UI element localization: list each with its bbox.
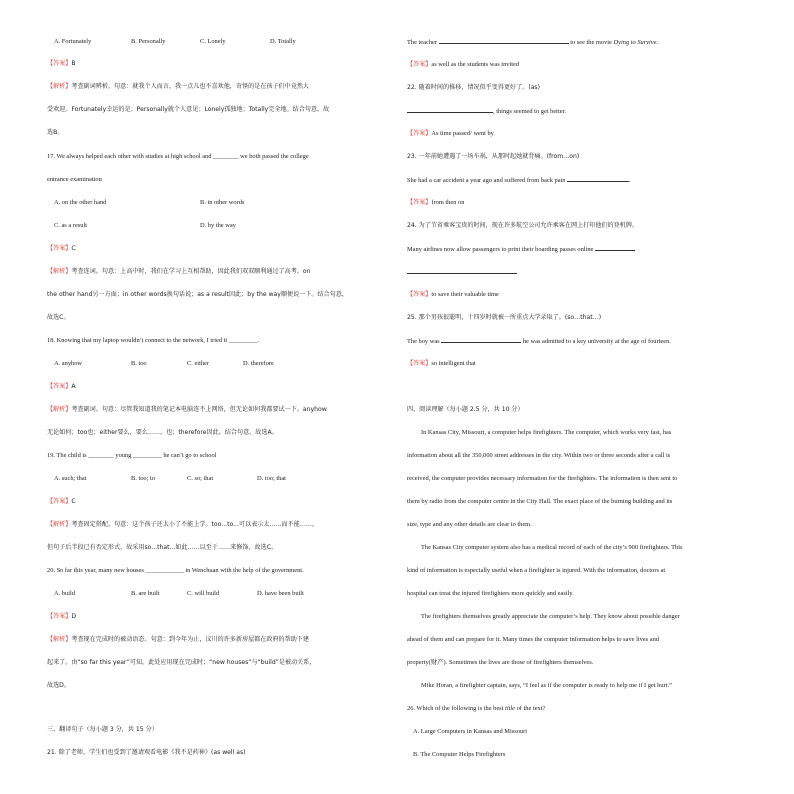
q18-explanation-1: 【解析】考查副词。句意：尽管我知道我的笔记本电脑连不上网络，但无论如何我都要试一下。anyhow — [47, 406, 327, 413]
passage-line-2: information about all the 350,000 street addresses in the city. Within two or three seconds after a call is — [407, 452, 671, 459]
q25-prompt: 25. 那个男孩很聪明，十四岁时就被一所重点大学录取了。(so…that…) — [407, 314, 602, 321]
q18-option-a: A. anyhow — [54, 360, 83, 367]
q16-explanation-3: 选B。 — [47, 129, 64, 136]
q26-stem: 26. Which of the following is the best title of the text? — [407, 705, 546, 712]
q26-option-a: A. Large Computers in Kansas and Missouri — [413, 728, 528, 735]
q20-explanation-1: 【解析】考查现在完成时的被动语态。句意：到今年为止，汶川的许多新房屋都在政府的帮助下建 — [47, 636, 310, 643]
passage-line-6: The Kansas City computer system also has a medical record of each of the city’s 900 firefighters. This — [421, 544, 683, 551]
passage-line-10: ahead of them and can prepare for it. Many times the computer information helps to save lives and — [407, 636, 659, 643]
q17-stem-1: 17. We always helped each other with studies at high school and ________ we both passed the college — [47, 153, 309, 160]
q16-explanation-1: 【解析】考查副词辨析。句意：就我个人而言，我一点儿也不喜欢他，奇怪的是在孩子们中竟然大 — [47, 83, 310, 90]
q21-blank — [439, 37, 569, 44]
q16-option-a: A. Fortunately — [54, 38, 92, 45]
q25-answer: 【答案】so intelligent that — [407, 360, 476, 367]
q24-blank-2 — [407, 267, 517, 274]
q16-answer: 【答案】B — [47, 60, 76, 67]
section-3-heading: 三、翻译句子（每小题 3 分，共 15 分） — [47, 726, 158, 733]
q17-stem-2: entrance examination — [47, 176, 102, 183]
q23-blank — [567, 175, 629, 182]
q20-stem: 20. So far this year, many new houses ____________ in Wenchuan with the help of the government. — [47, 567, 304, 574]
q21-prompt: 21. 除了老师，学生们也受到了邀请观看电影《我不是药神》(as well as) — [47, 749, 246, 756]
q20-option-c: C. will build — [187, 590, 220, 597]
q23-sentence: She had a car accident a year ago and suffered from back pain . — [407, 177, 631, 184]
q16-explanation-2: 受欢迎。Fortunately幸运的是；Personally就个人意见；Lonely孤独地；Totally完全地。结合句意，故 — [47, 106, 330, 113]
q22-sentence: , things seemed to get better. — [407, 106, 566, 116]
q19-option-a: A. such; that — [54, 475, 87, 482]
q22-blank — [407, 106, 493, 113]
q22-prompt: 22. 随着时间的推移，情况似乎变得更好了。(as) — [407, 84, 540, 91]
q25-sentence: The boy was he was admitted to a key university at the age of fourteen. — [407, 338, 671, 345]
q18-option-d: D. therefore — [243, 360, 274, 367]
passage-line-5: size, type and any other details are clear to them. — [407, 521, 532, 528]
passage-line-1: In Kansas City, Missouri, a computer helps firefighters. The computer, which works very fast, has — [421, 429, 672, 436]
q20-answer: 【答案】D — [47, 613, 77, 620]
q25-blank — [441, 336, 521, 343]
q17-option-d: D. by the way — [200, 222, 236, 229]
q18-option-b: B. too — [131, 360, 147, 367]
q17-option-c: C. as a result — [54, 222, 88, 229]
q26-option-b: B. The Computer Helps Firefighters — [413, 751, 506, 758]
q20-option-b: B. are built — [131, 590, 160, 597]
q24-sentence: Many airlines now allow passengers to print their boarding passes online — [407, 244, 635, 254]
q18-explanation-2: 无论如何；too也；either要么，要么……，也；therefore因此。结合句意，故选A。 — [47, 429, 278, 436]
q23-answer: 【答案】from then on — [407, 199, 465, 206]
q19-option-b: B. too; to — [131, 475, 155, 482]
section-4-heading: 四、阅读理解（每小题 2.5 分，共 10 分） — [407, 406, 524, 413]
q16-option-d: D. Totally — [270, 38, 296, 45]
q18-answer: 【答案】A — [47, 383, 76, 390]
passage-line-4: them by radio from the computer centre in the City Hall. The exact place of the burning building and its — [407, 498, 673, 505]
passage-line-7: kind of information is especially useful when a firefighter is injured. With the information, doctors at — [407, 567, 666, 574]
q17-option-a: A. on the other hand — [54, 199, 107, 206]
q24-prompt: 24. 为了节省乘客宝贵的时间，现在许多航空公司允许乘客在网上打印他们的登机牌。 — [407, 222, 639, 229]
passage-line-3: received, the computer provides necessary information for the firefighters. The information is then sent to — [407, 475, 678, 482]
q17-answer: 【答案】C — [47, 245, 76, 252]
passage-line-8: hospital can treat the injured firefighters more quickly and easily. — [407, 590, 574, 597]
q24-blank-1 — [595, 244, 635, 251]
q18-option-c: C. either — [187, 360, 210, 367]
q23-prompt: 23. 一年前她遭遇了一场车祸，从那时起她就背痛。(from…on) — [407, 153, 580, 160]
q20-option-d: D. have been built — [257, 590, 304, 597]
q17-explanation-3: 故选C。 — [47, 314, 70, 321]
q22-answer: 【答案】As time passed/ went by — [407, 130, 494, 137]
q20-explanation-2: 起来了。由“so far this year”可知，此处应用现在完成时；“new houses”与“build”是被动关系， — [47, 659, 316, 666]
q24-sentence-cont — [407, 267, 517, 277]
passage-line-12: Mike Horan, a firefighter captain, says, “I feel as if the computer is ready to help me if I get hurt.” — [421, 682, 672, 689]
q19-explanation-2: 但句子后半段已有否定形式，故采用so...that...如此……以至于……来修饰，故选C。 — [47, 544, 278, 551]
q17-explanation-1: 【解析】考查连词。句意：上高中时，我们在学习上互相帮助，因此我们双双顺利通过了高考。on — [47, 268, 311, 275]
passage-line-9: The firefighters themselves greatly appreciate the computer’s help. They know about possible danger — [421, 613, 680, 620]
q17-explanation-2: the other hand另一方面；in other words换句话说；as a result因此；by the way顺便说一下。结合句意， — [47, 291, 348, 298]
q19-answer: 【答案】C — [47, 498, 76, 505]
q19-option-c: C. so; that — [187, 475, 214, 482]
q18-stem: 18. Knowing that my laptop wouldn’t connect to the network, I tried it _________. — [47, 337, 260, 344]
q20-option-a: A. build — [54, 590, 75, 597]
q21-sentence: The teacher to see the movie Dying to Survive. — [407, 39, 659, 46]
q21-answer: 【答案】as well as the students was invited — [407, 61, 520, 68]
q16-option-c: C. Lonely — [200, 38, 226, 45]
q19-option-d: D. too; that — [257, 475, 286, 482]
q24-answer: 【答案】to save their valuable time — [407, 291, 499, 298]
q16-option-b: B. Personally — [131, 38, 166, 45]
q19-stem: 19. The child is ________ young _________ he can’t go to school — [47, 452, 217, 459]
q19-explanation-1: 【解析】考查固定搭配。句意：这个孩子还太小了不能上学。too...to...可以表示太……而不能……， — [47, 521, 319, 528]
q20-explanation-3: 故选D。 — [47, 682, 70, 689]
passage-line-11: property(财产). Sometimes the lives are those of firefighters themselves. — [407, 659, 594, 666]
q17-option-b: B. in other words — [200, 199, 245, 206]
